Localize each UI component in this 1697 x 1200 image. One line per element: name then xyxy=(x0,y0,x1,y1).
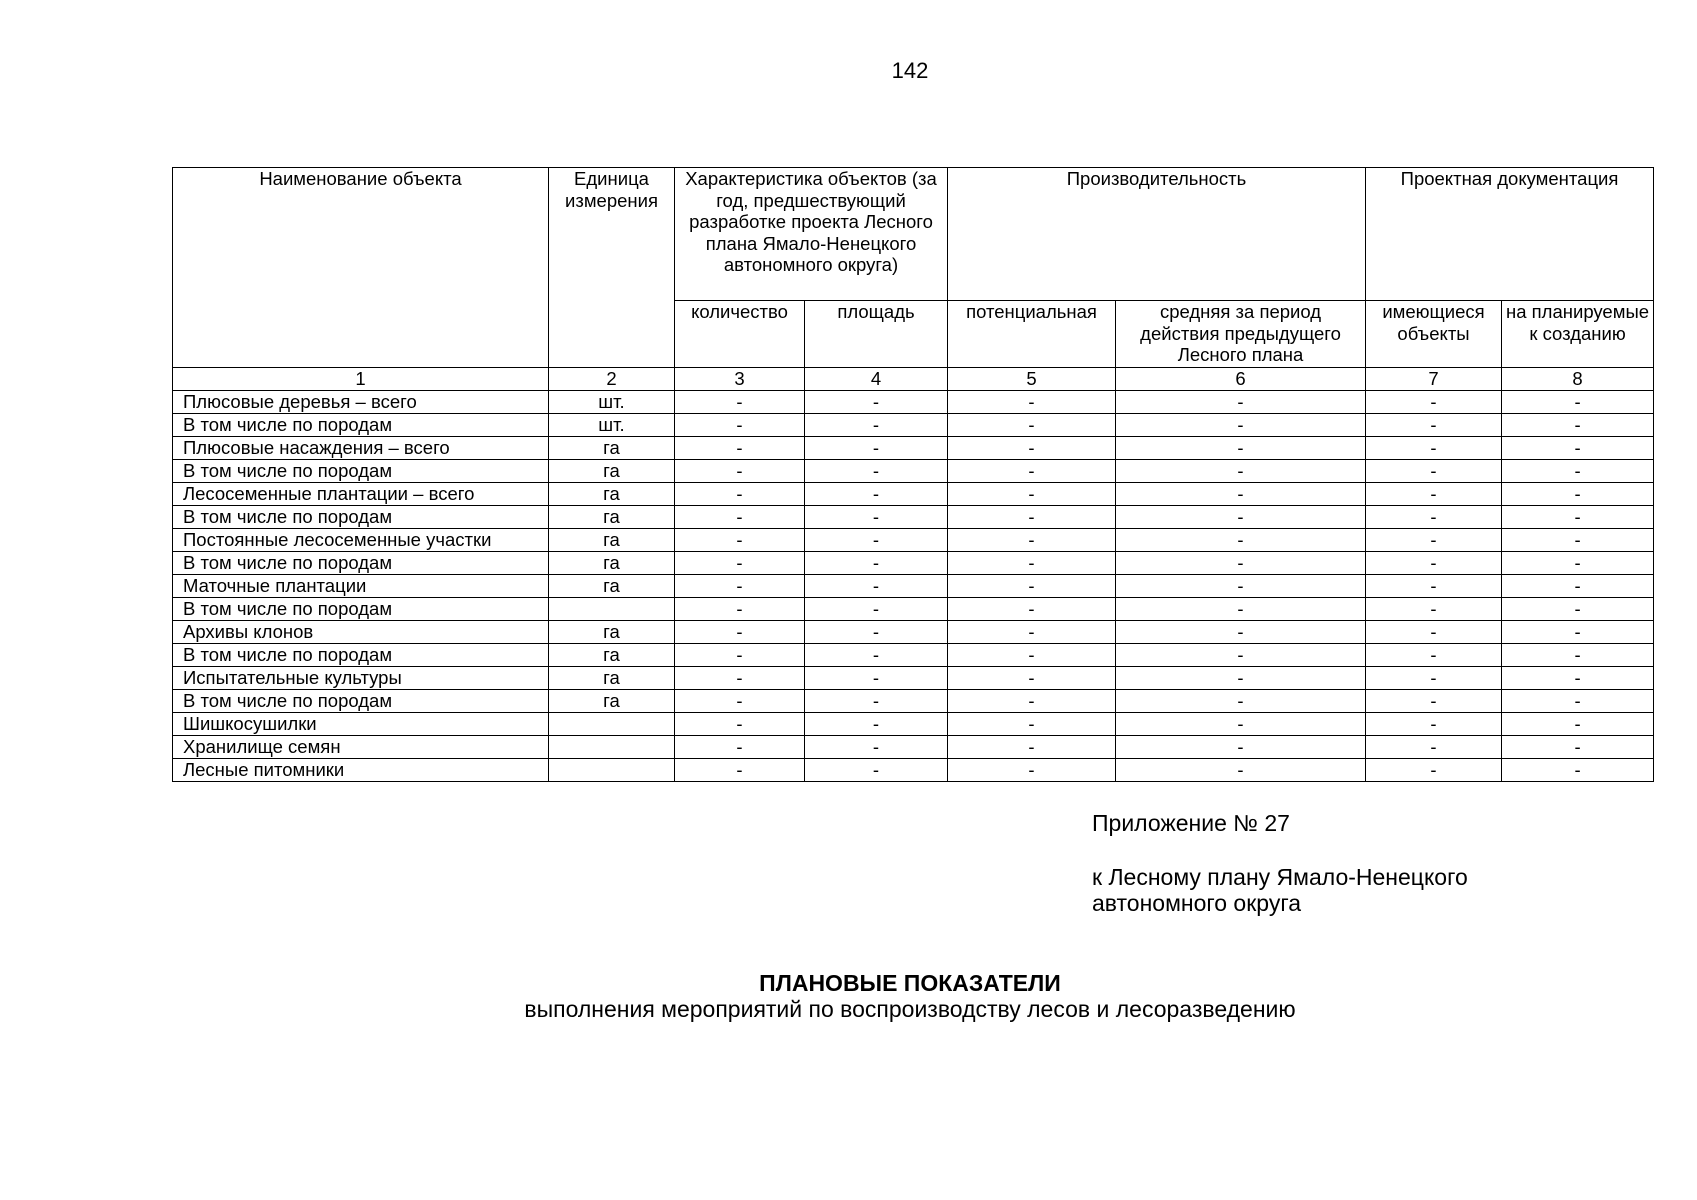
column-number: 3 xyxy=(675,368,805,391)
appendix-note xyxy=(1092,810,1468,916)
row-value-cell: - xyxy=(675,391,805,414)
row-value-cell: - xyxy=(805,483,948,506)
row-value-cell: - xyxy=(1502,483,1654,506)
row-unit-cell: га xyxy=(549,621,675,644)
row-value-cell: - xyxy=(675,598,805,621)
row-value-cell: - xyxy=(948,644,1116,667)
row-value-cell: - xyxy=(948,713,1116,736)
table-row xyxy=(173,713,1654,736)
appendix-number: Приложение № 27 xyxy=(1092,810,1290,836)
row-unit-cell: шт. xyxy=(549,391,675,414)
row-name-cell: Маточные плантации xyxy=(173,575,549,598)
column-number: 1 xyxy=(173,368,549,391)
row-value-cell: - xyxy=(948,529,1116,552)
row-value-cell: - xyxy=(675,621,805,644)
row-value-cell: - xyxy=(948,437,1116,460)
row-value-cell: - xyxy=(1502,713,1654,736)
header-planned: на планируемые к созданию xyxy=(1502,301,1654,368)
table-row xyxy=(173,391,1654,414)
row-unit-cell: шт. xyxy=(549,414,675,437)
row-value-cell: - xyxy=(805,506,948,529)
row-value-cell: - xyxy=(1502,529,1654,552)
row-name-cell: В том числе по породам xyxy=(173,644,549,667)
row-value-cell: - xyxy=(805,713,948,736)
row-value-cell: - xyxy=(1366,506,1502,529)
row-value-cell: - xyxy=(1116,437,1366,460)
table-row xyxy=(173,437,1654,460)
table-row xyxy=(173,598,1654,621)
column-number: 2 xyxy=(549,368,675,391)
row-name-cell: Хранилище семян xyxy=(173,736,549,759)
row-value-cell: - xyxy=(1116,736,1366,759)
row-value-cell: - xyxy=(948,391,1116,414)
header-unit: Единица измерения xyxy=(549,168,675,368)
row-value-cell: - xyxy=(1366,575,1502,598)
column-number-row xyxy=(173,368,1654,391)
row-value-cell: - xyxy=(1116,713,1366,736)
row-name-cell: В том числе по породам xyxy=(173,552,549,575)
row-unit-cell xyxy=(549,759,675,782)
row-value-cell: - xyxy=(1502,736,1654,759)
row-name-cell: В том числе по породам xyxy=(173,598,549,621)
row-value-cell: - xyxy=(1366,391,1502,414)
header-existing: имеющиеся объекты xyxy=(1366,301,1502,368)
row-value-cell: - xyxy=(1116,690,1366,713)
row-value-cell: - xyxy=(805,529,948,552)
forest-seed-objects-table xyxy=(172,167,1654,782)
row-value-cell: - xyxy=(948,736,1116,759)
row-value-cell: - xyxy=(1502,506,1654,529)
row-value-cell: - xyxy=(1116,598,1366,621)
row-unit-cell xyxy=(549,736,675,759)
row-value-cell: - xyxy=(1366,736,1502,759)
row-value-cell: - xyxy=(948,690,1116,713)
row-value-cell: - xyxy=(675,575,805,598)
header-average: средняя за период действия предыдущего Лесного плана xyxy=(1116,301,1366,368)
row-unit-cell: га xyxy=(549,644,675,667)
row-value-cell: - xyxy=(805,414,948,437)
title-main: ПЛАНОВЫЕ ПОКАЗАТЕЛИ xyxy=(759,970,1061,996)
row-value-cell: - xyxy=(1502,437,1654,460)
row-unit-cell: га xyxy=(549,460,675,483)
row-unit-cell xyxy=(549,713,675,736)
row-value-cell: - xyxy=(805,460,948,483)
table-row xyxy=(173,736,1654,759)
row-value-cell: - xyxy=(948,575,1116,598)
row-value-cell: - xyxy=(675,690,805,713)
row-value-cell: - xyxy=(948,506,1116,529)
row-value-cell: - xyxy=(1116,483,1366,506)
row-value-cell: - xyxy=(805,391,948,414)
row-value-cell: - xyxy=(805,575,948,598)
row-value-cell: - xyxy=(948,460,1116,483)
table-row xyxy=(173,667,1654,690)
row-value-cell: - xyxy=(805,690,948,713)
header-potential: потенциальная xyxy=(948,301,1116,368)
row-name-cell: Лесные питомники xyxy=(173,759,549,782)
row-name-cell: В том числе по породам xyxy=(173,414,549,437)
table-row xyxy=(173,690,1654,713)
title-subtitle: выполнения мероприятий по воспроизводству лесов и лесоразведению xyxy=(524,996,1296,1022)
row-value-cell: - xyxy=(1366,713,1502,736)
row-value-cell: - xyxy=(948,598,1116,621)
row-unit-cell: га xyxy=(549,552,675,575)
row-value-cell: - xyxy=(805,667,948,690)
row-value-cell: - xyxy=(1502,690,1654,713)
row-value-cell: - xyxy=(805,598,948,621)
row-value-cell: - xyxy=(1116,506,1366,529)
row-name-cell: Архивы клонов xyxy=(173,621,549,644)
row-name-cell: Шишкосушилки xyxy=(173,713,549,736)
row-value-cell: - xyxy=(805,736,948,759)
row-value-cell: - xyxy=(1116,414,1366,437)
row-unit-cell: га xyxy=(549,667,675,690)
header-row-top xyxy=(173,168,1654,301)
row-value-cell: - xyxy=(1366,414,1502,437)
row-value-cell: - xyxy=(1502,414,1654,437)
header-productivity: Производительность xyxy=(948,168,1366,301)
row-value-cell: - xyxy=(1502,759,1654,782)
row-value-cell: - xyxy=(675,736,805,759)
row-value-cell: - xyxy=(1366,483,1502,506)
row-unit-cell xyxy=(549,598,675,621)
row-name-cell: В том числе по породам xyxy=(173,506,549,529)
row-name-cell: Плюсовые насаждения – всего xyxy=(173,437,549,460)
row-value-cell: - xyxy=(948,667,1116,690)
row-value-cell: - xyxy=(1502,391,1654,414)
table-row xyxy=(173,621,1654,644)
row-value-cell: - xyxy=(1116,552,1366,575)
row-value-cell: - xyxy=(1502,598,1654,621)
row-name-cell: Постоянные лесосеменные участки xyxy=(173,529,549,552)
row-name-cell: Лесосеменные плантации – всего xyxy=(173,483,549,506)
row-value-cell: - xyxy=(948,483,1116,506)
row-value-cell: - xyxy=(805,437,948,460)
row-value-cell: - xyxy=(1366,759,1502,782)
appendix-line-1: к Лесному плану Ямало-Ненецкого xyxy=(1092,864,1468,890)
row-value-cell: - xyxy=(1502,667,1654,690)
header-name: Наименование объекта xyxy=(173,168,549,368)
row-value-cell: - xyxy=(1366,598,1502,621)
table-row xyxy=(173,460,1654,483)
row-value-cell: - xyxy=(805,644,948,667)
row-value-cell: - xyxy=(675,713,805,736)
row-value-cell: - xyxy=(1116,460,1366,483)
table-row xyxy=(173,552,1654,575)
row-value-cell: - xyxy=(1116,621,1366,644)
row-name-cell: В том числе по породам xyxy=(173,460,549,483)
row-value-cell: - xyxy=(675,667,805,690)
row-unit-cell: га xyxy=(549,506,675,529)
row-value-cell: - xyxy=(1116,391,1366,414)
row-value-cell: - xyxy=(1502,460,1654,483)
row-value-cell: - xyxy=(948,759,1116,782)
row-value-cell: - xyxy=(1502,575,1654,598)
table-row xyxy=(173,506,1654,529)
row-value-cell: - xyxy=(1366,690,1502,713)
column-number: 4 xyxy=(805,368,948,391)
row-name-cell: В том числе по породам xyxy=(173,690,549,713)
row-value-cell: - xyxy=(805,759,948,782)
row-value-cell: - xyxy=(1116,667,1366,690)
table-row xyxy=(173,529,1654,552)
column-number: 8 xyxy=(1502,368,1654,391)
row-value-cell: - xyxy=(948,552,1116,575)
table-body xyxy=(173,391,1654,782)
row-value-cell: - xyxy=(1116,575,1366,598)
row-value-cell: - xyxy=(1366,437,1502,460)
page-number: 142 xyxy=(891,58,929,83)
row-value-cell: - xyxy=(1502,621,1654,644)
row-value-cell: - xyxy=(1116,529,1366,552)
row-value-cell: - xyxy=(675,414,805,437)
row-unit-cell: га xyxy=(549,529,675,552)
row-unit-cell: га xyxy=(549,575,675,598)
document-title xyxy=(0,970,1697,1022)
row-value-cell: - xyxy=(1366,529,1502,552)
row-value-cell: - xyxy=(1366,460,1502,483)
header-area: площадь xyxy=(805,301,948,368)
table-row xyxy=(173,483,1654,506)
appendix-line-2: автономного округа xyxy=(1092,890,1301,916)
table-row xyxy=(173,575,1654,598)
row-value-cell: - xyxy=(1366,621,1502,644)
row-value-cell: - xyxy=(675,644,805,667)
row-value-cell: - xyxy=(675,437,805,460)
column-number: 5 xyxy=(948,368,1116,391)
table-row xyxy=(173,644,1654,667)
column-number: 6 xyxy=(1116,368,1366,391)
row-value-cell: - xyxy=(1502,552,1654,575)
row-value-cell: - xyxy=(675,483,805,506)
row-value-cell: - xyxy=(675,506,805,529)
row-value-cell: - xyxy=(675,529,805,552)
row-unit-cell: га xyxy=(549,483,675,506)
row-unit-cell: га xyxy=(549,690,675,713)
row-value-cell: - xyxy=(1366,644,1502,667)
row-value-cell: - xyxy=(948,621,1116,644)
row-value-cell: - xyxy=(805,552,948,575)
header-quantity: количество xyxy=(675,301,805,368)
row-value-cell: - xyxy=(1502,644,1654,667)
row-value-cell: - xyxy=(675,460,805,483)
row-value-cell: - xyxy=(1116,759,1366,782)
row-value-cell: - xyxy=(675,759,805,782)
row-value-cell: - xyxy=(1116,644,1366,667)
row-value-cell: - xyxy=(948,414,1116,437)
row-value-cell: - xyxy=(805,621,948,644)
table-row xyxy=(173,414,1654,437)
column-number: 7 xyxy=(1366,368,1502,391)
row-unit-cell: га xyxy=(549,437,675,460)
header-characteristics: Характеристика объектов (за год, предшествующий разработке проекта Лесного плана Ямало-Ненецкого автономного округа) xyxy=(675,168,948,301)
row-value-cell: - xyxy=(675,552,805,575)
row-value-cell: - xyxy=(1366,667,1502,690)
row-value-cell: - xyxy=(1366,552,1502,575)
row-name-cell: Испытательные культуры xyxy=(173,667,549,690)
row-name-cell: Плюсовые деревья – всего xyxy=(173,391,549,414)
header-project-docs: Проектная документация xyxy=(1366,168,1654,301)
table-row xyxy=(173,759,1654,782)
